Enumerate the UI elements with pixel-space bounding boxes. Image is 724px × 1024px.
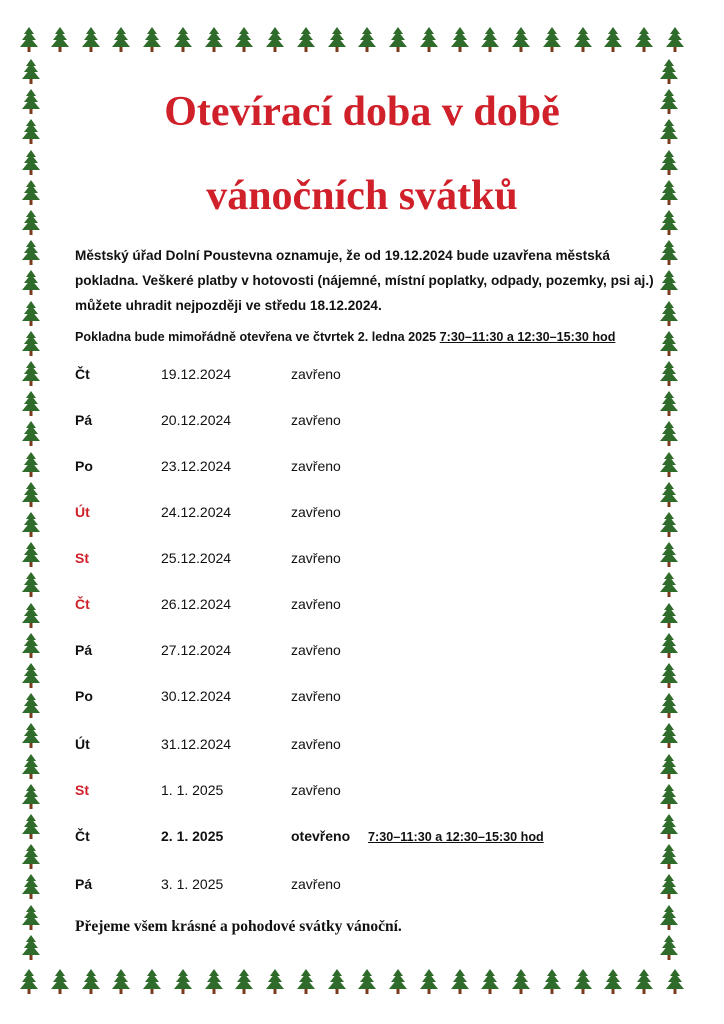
special-opening-notice: [75, 330, 675, 344]
fir-tree-icon: [328, 968, 346, 994]
fir-tree-icon: [635, 968, 653, 994]
fir-tree-icon: [22, 813, 40, 839]
fir-tree-icon: [358, 26, 376, 52]
fir-tree-icon: [22, 330, 40, 356]
border-bottom: [20, 968, 684, 994]
fir-tree-icon: [266, 26, 284, 52]
schedule-status: zavřeno: [291, 688, 341, 704]
fir-tree-icon: [174, 26, 192, 52]
schedule-row: [75, 828, 635, 850]
schedule-date: 25.12.2024: [161, 550, 232, 566]
fir-tree-icon: [22, 239, 40, 265]
fir-tree-icon: [22, 692, 40, 718]
schedule-status: zavřeno: [291, 458, 341, 474]
fir-tree-icon: [22, 541, 40, 567]
schedule-date: 24.12.2024: [161, 504, 232, 520]
schedule-row: [75, 688, 635, 710]
schedule-status: zavřeno: [291, 782, 341, 798]
schedule-date: 2. 1. 2025: [161, 828, 224, 844]
schedule-row: [75, 366, 635, 388]
fir-tree-icon: [660, 541, 678, 567]
fir-tree-icon: [22, 179, 40, 205]
fir-tree-icon: [22, 420, 40, 446]
fir-tree-icon: [635, 26, 653, 52]
fir-tree-icon: [481, 968, 499, 994]
fir-tree-icon: [660, 511, 678, 537]
fir-tree-icon: [660, 632, 678, 658]
fir-tree-icon: [22, 934, 40, 960]
fir-tree-icon: [22, 602, 40, 628]
schedule-status: otevřeno: [291, 828, 351, 844]
fir-tree-icon: [451, 26, 469, 52]
fir-tree-icon: [174, 968, 192, 994]
schedule-status: zavřeno: [291, 504, 341, 520]
schedule-day: Út: [75, 736, 90, 752]
fir-tree-icon: [20, 968, 38, 994]
schedule-row: [75, 642, 635, 664]
schedule-day: Pá: [75, 876, 93, 892]
fir-tree-icon: [22, 118, 40, 144]
schedule-row: [75, 596, 635, 618]
schedule-status: zavřeno: [291, 550, 341, 566]
schedule-status: zavřeno: [291, 596, 341, 612]
fir-tree-icon: [22, 390, 40, 416]
fir-tree-icon: [297, 968, 315, 994]
schedule-status: zavřeno: [291, 876, 341, 892]
closing-greeting: Přejeme všem krásné a pohodové svátky vánoční.: [75, 918, 402, 935]
fir-tree-icon: [328, 26, 346, 52]
schedule-row: [75, 412, 635, 434]
fir-tree-icon: [660, 692, 678, 718]
fir-tree-icon: [297, 26, 315, 52]
fir-tree-icon: [20, 26, 38, 52]
schedule-row: [75, 504, 635, 526]
fir-tree-icon: [543, 26, 561, 52]
fir-tree-icon: [82, 26, 100, 52]
fir-tree-icon: [660, 873, 678, 899]
fir-tree-icon: [389, 26, 407, 52]
fir-tree-icon: [82, 968, 100, 994]
fir-tree-icon: [420, 968, 438, 994]
fir-tree-icon: [666, 968, 684, 994]
fir-tree-icon: [22, 58, 40, 84]
schedule-date: 1. 1. 2025: [161, 782, 224, 798]
fir-tree-icon: [660, 571, 678, 597]
fir-tree-icon: [660, 753, 678, 779]
schedule-date: 27.12.2024: [161, 642, 232, 658]
fir-tree-icon: [660, 149, 678, 175]
fir-tree-icon: [660, 722, 678, 748]
fir-tree-icon: [22, 209, 40, 235]
fir-tree-icon: [235, 968, 253, 994]
fir-tree-icon: [451, 968, 469, 994]
intro-paragraph: Městský úřad Dolní Poustevna oznamuje, že od 19.12.2024 bude uzavřena městská pokladna. Veškeré platby v hotovosti (nájemné, místní poplatky, odpady, pozemky, psi aj.) můžete uhradit nejpozději ve středu 18.12.2024.: [75, 248, 654, 313]
schedule-day: Čt: [75, 366, 90, 382]
fir-tree-icon: [574, 968, 592, 994]
special-opening-text: Pokladna bude mimořádně otevřena ve čtvrtek 2. ledna 2025: [75, 330, 440, 344]
fir-tree-icon: [660, 360, 678, 386]
fir-tree-icon: [22, 873, 40, 899]
fir-tree-icon: [660, 451, 678, 477]
schedule-date: 20.12.2024: [161, 412, 232, 428]
fir-tree-icon: [660, 481, 678, 507]
fir-tree-icon: [51, 968, 69, 994]
fir-tree-icon: [660, 783, 678, 809]
fir-tree-icon: [604, 26, 622, 52]
border-left: [22, 58, 40, 960]
fir-tree-icon: [22, 88, 40, 114]
fir-tree-icon: [660, 843, 678, 869]
fir-tree-icon: [22, 149, 40, 175]
schedule-date: 19.12.2024: [161, 366, 232, 382]
schedule-day: Pá: [75, 412, 93, 428]
fir-tree-icon: [660, 390, 678, 416]
fir-tree-icon: [660, 934, 678, 960]
fir-tree-icon: [266, 968, 284, 994]
schedule-status: zavřeno: [291, 736, 341, 752]
fir-tree-icon: [660, 602, 678, 628]
fir-tree-icon: [543, 968, 561, 994]
schedule-date: 26.12.2024: [161, 596, 232, 612]
fir-tree-icon: [22, 300, 40, 326]
fir-tree-icon: [666, 26, 684, 52]
fir-tree-icon: [22, 511, 40, 537]
schedule-row: [75, 550, 635, 572]
fir-tree-icon: [112, 968, 130, 994]
schedule-row: [75, 782, 635, 804]
fir-tree-icon: [512, 26, 530, 52]
fir-tree-icon: [574, 26, 592, 52]
fir-tree-icon: [22, 783, 40, 809]
fir-tree-icon: [22, 451, 40, 477]
schedule-day: Čt: [75, 596, 90, 612]
fir-tree-icon: [22, 722, 40, 748]
fir-tree-icon: [604, 968, 622, 994]
schedule-date: 3. 1. 2025: [161, 876, 224, 892]
schedule-open-hours: 7:30–11:30 a 12:30–15:30 hod: [368, 830, 544, 844]
schedule-day: Pá: [75, 642, 93, 658]
fir-tree-icon: [22, 904, 40, 930]
schedule-day: Čt: [75, 828, 90, 844]
fir-tree-icon: [22, 360, 40, 386]
title-line-2: vánočních svátků: [206, 173, 518, 219]
schedule-day: Út: [75, 504, 90, 520]
fir-tree-icon: [112, 26, 130, 52]
fir-tree-icon: [660, 813, 678, 839]
schedule-status: zavřeno: [291, 366, 341, 382]
schedule-row: [75, 736, 635, 758]
special-opening-hours: 7:30–11:30 a 12:30–15:30 hod: [439, 330, 616, 344]
schedule-date: 30.12.2024: [161, 688, 232, 704]
fir-tree-icon: [512, 968, 530, 994]
fir-tree-icon: [22, 632, 40, 658]
fir-tree-icon: [205, 968, 223, 994]
schedule-date: 23.12.2024: [161, 458, 232, 474]
schedule-row: [75, 458, 635, 480]
fir-tree-icon: [22, 269, 40, 295]
fir-tree-icon: [660, 58, 678, 84]
fir-tree-icon: [143, 26, 161, 52]
fir-tree-icon: [420, 26, 438, 52]
schedule-day: St: [75, 782, 89, 798]
fir-tree-icon: [660, 904, 678, 930]
fir-tree-icon: [22, 843, 40, 869]
schedule-status: zavřeno: [291, 642, 341, 658]
fir-tree-icon: [22, 571, 40, 597]
border-top: [20, 26, 684, 52]
schedule-date: 31.12.2024: [161, 736, 232, 752]
schedule-day: Po: [75, 688, 93, 704]
schedule-row: [75, 876, 635, 898]
fir-tree-icon: [235, 26, 253, 52]
fir-tree-icon: [51, 26, 69, 52]
fir-tree-icon: [22, 481, 40, 507]
fir-tree-icon: [205, 26, 223, 52]
fir-tree-icon: [389, 968, 407, 994]
schedule-status: zavřeno: [291, 412, 341, 428]
fir-tree-icon: [143, 968, 161, 994]
fir-tree-icon: [22, 753, 40, 779]
fir-tree-icon: [358, 968, 376, 994]
title-line-1: Otevírací doba v době: [164, 89, 560, 135]
fir-tree-icon: [22, 662, 40, 688]
fir-tree-icon: [481, 26, 499, 52]
fir-tree-icon: [660, 662, 678, 688]
schedule-day: St: [75, 550, 89, 566]
schedule-day: Po: [75, 458, 93, 474]
fir-tree-icon: [660, 420, 678, 446]
